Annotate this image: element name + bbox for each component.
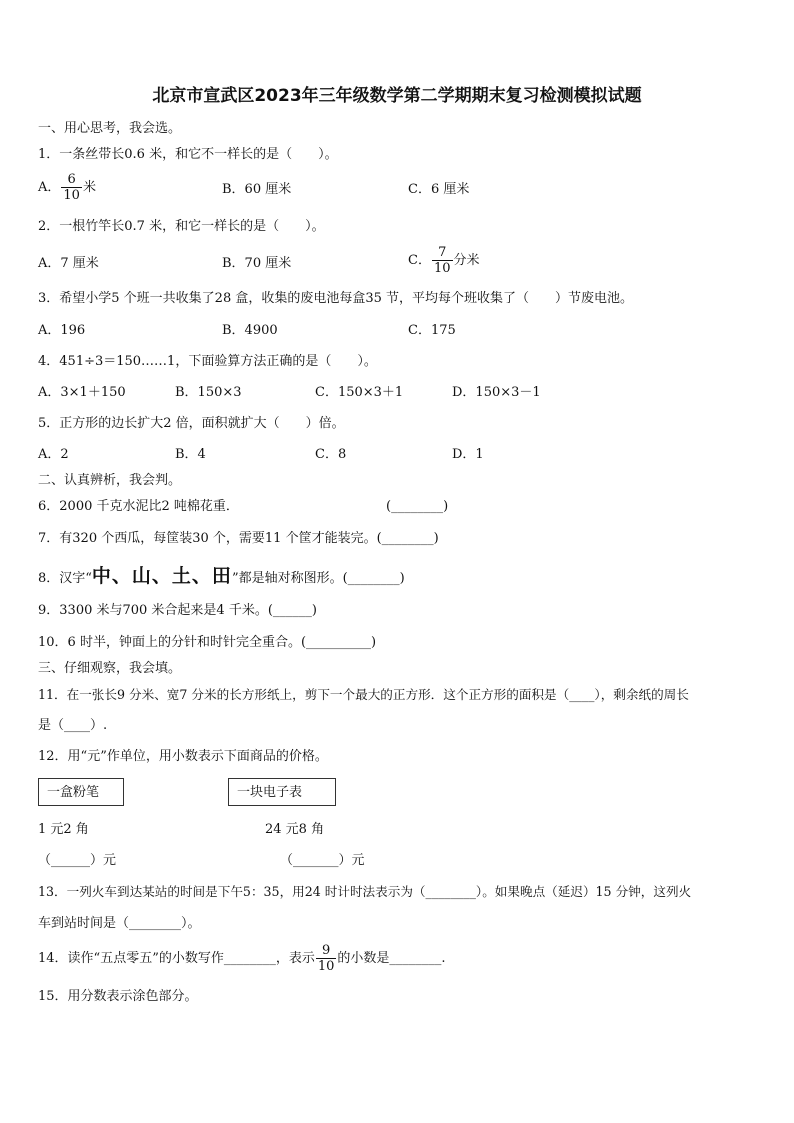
fraction-numerator: 6 [67,172,76,187]
question-12: 12．用“元”作单位，用小数表示下面商品的价格。 [38,749,328,764]
question-14-suffix: 的小数是________. [337,951,446,966]
fraction-denominator: 10 [63,188,80,203]
q4-option-c: C．150×3＋1 [315,385,404,400]
fraction-numerator: 7 [438,245,447,260]
question-8-suffix: ”都是轴对称图形。(________) [231,571,405,586]
question-8-characters: 中、山、土、田 [91,565,232,587]
price-watch: 24 元8 角 [265,822,325,837]
section-heading-3: 三、仔细观察，我会填。 [38,661,182,676]
question-13-line-1: 13．一列火车到达某站的时间是下午5：35，用24 时计时法表示为（________）。如果晚点（延迟）15 分钟，这列火 [38,884,692,899]
question-3: 3．希望小学5 个班一共收集了28 盒，收集的废电池每盒35 节，平均每个班收集了（ ）节废电池。 [38,291,634,306]
question-6-answer-blank: (________) [386,499,449,514]
q2-option-c [408,245,480,276]
q1-option-c: C．6 厘米 [408,182,470,197]
q5-option-c: C．8 [315,447,347,462]
answer-blank-chalk: （______）元 [38,853,117,868]
question-2: 2．一根竹竿长0.7 米，和它一样长的是（ ）。 [38,219,325,234]
question-1: 1．一条丝带长0.6 米，和它不一样长的是（ ）。 [38,147,338,162]
q2-option-c-unit: 分米 [453,253,480,268]
fraction-denominator: 10 [433,261,451,276]
question-11-line-1: 11．在一张长9 分米、宽7 分米的长方形纸上，剪下一个最大的正方形．这个正方形的面积是（____），剩余纸的周长 [38,687,689,702]
q4-option-d: D．150×3－1 [452,385,541,400]
section-heading-2: 二、认真辨析，我会判。 [38,473,182,488]
item-box-watch: 一块电子表 [228,778,336,806]
q2-option-c-fraction [432,245,453,276]
q2-option-a: A．7 厘米 [38,256,99,271]
q2-option-c-prefix: C． [408,253,431,268]
q1-option-b: B．60 厘米 [222,182,292,197]
q3-option-a: A．196 [38,323,86,338]
question-4: 4．451÷3＝150……1，下面验算方法正确的是（ ）。 [38,354,377,369]
price-chalk: 1 元2 角 [38,822,89,837]
question-15: 15．用分数表示涂色部分。 [38,989,198,1004]
question-5: 5．正方形的边长扩大2 倍，面积就扩大（ ）倍。 [38,416,345,431]
question-7: 7．有320 个西瓜，每筐装30 个，需要11 个筐才能装完。(________) [38,531,439,546]
q1-option-a-fraction [61,172,82,203]
question-10: 10．6 时半，钟面上的分针和时针完全重合。(__________) [38,635,377,650]
q2-option-b: B．70 厘米 [222,256,292,271]
question-8-prefix: 8．汉字“ [38,571,92,586]
q5-option-d: D．1 [452,447,484,462]
q5-option-b: B．4 [175,447,206,462]
q4-option-a: A．3×1＋150 [38,385,126,400]
q1-option-a-prefix: A． [38,180,61,195]
q1-option-a-unit: 米 [82,180,96,195]
fraction-numerator: 9 [321,943,331,958]
question-14 [38,942,446,976]
question-6: 6．2000 千克水泥比2 吨棉花重． [38,499,239,514]
q5-option-a: A．2 [38,447,69,462]
page-title: 北京市宣武区2023年三年级数学第二学期期末复习检测模拟试题 [152,86,642,106]
answer-blank-watch: （_______）元 [280,853,365,868]
q4-option-b: B．150×3 [175,385,242,400]
question-13-line-2: 车到站时间是（________）。 [38,916,201,931]
fraction-denominator: 10 [317,959,335,974]
question-8 [38,565,405,590]
q1-option-a [38,172,96,203]
question-11-line-2: 是（____）. [38,718,108,733]
q3-option-b: B．4900 [222,323,278,338]
question-14-prefix: 14．读作“五点零五”的小数写作________，表示 [38,951,315,966]
section-heading-1: 一、用心思考，我会选。 [38,121,182,136]
item-box-chalk: 一盒粉笔 [38,778,124,806]
question-9: 9．3300 米与700 米合起来是4 千米。(______) [38,603,317,618]
question-14-fraction [316,943,337,974]
q3-option-c: C．175 [408,323,456,338]
